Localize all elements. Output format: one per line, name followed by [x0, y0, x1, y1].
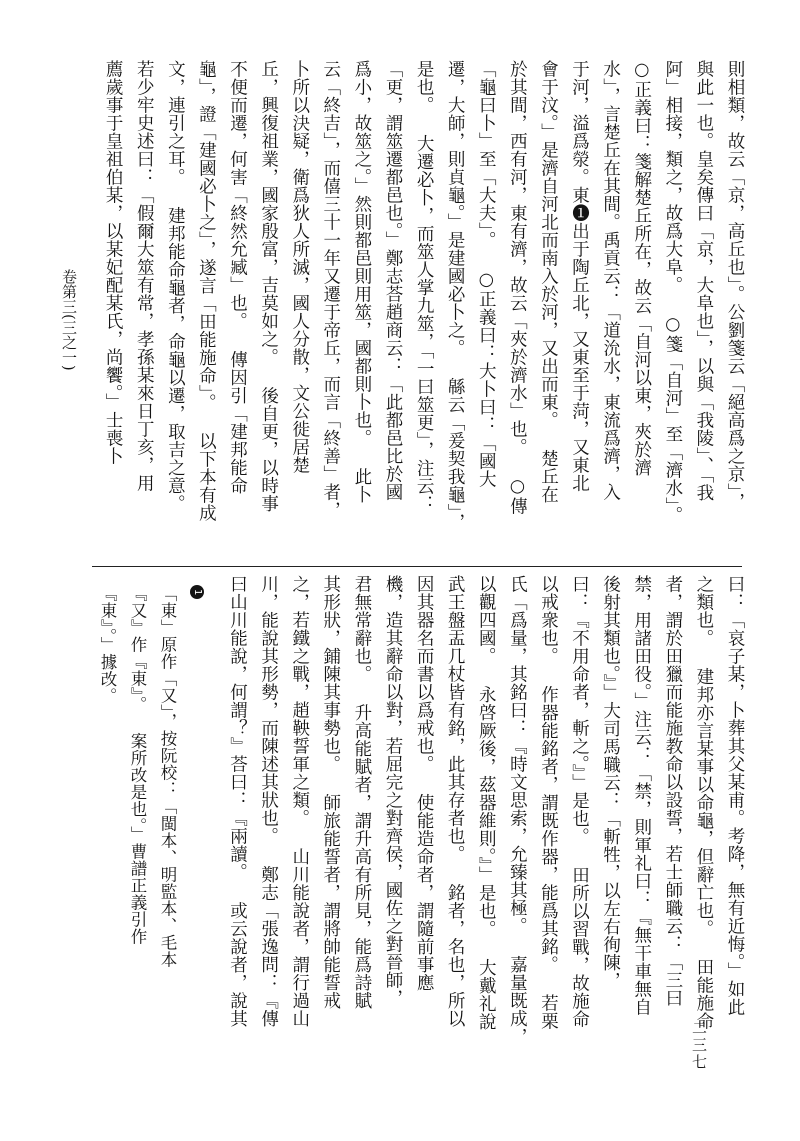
- footnote: [92, 585, 212, 1005]
- volume-label: 卷第三(三之一): [60, 269, 78, 371]
- text-column: 則相類，故云「京，高丘也」。公劉箋云「絕高爲之京」，: [725, 60, 745, 511]
- text-column: 與此一也。皇矣傳曰「京，大阜也」，以與「我陵」、「我: [693, 60, 714, 502]
- upper-text-columns: [90, 60, 750, 550]
- main-text-upper: [90, 60, 750, 550]
- text-column: 卜所以決疑，衛爲狄人所滅，國人分散，文公徙居楚: [289, 60, 310, 474]
- text-column: 武王盤盂几杖皆有銘，此其存者也。 銘者，名也，所以: [445, 575, 466, 1028]
- text-column: 云「終吉」，而僖三十一年又遷于帝丘，而言「終善」者，: [320, 60, 341, 520]
- footnote-marker-col: [182, 585, 212, 1005]
- page-number: [686, 1000, 712, 1090]
- text-column: 是也。 大遷必卜，而筮人掌九筮，「一曰筮更」，注云：: [414, 60, 435, 513]
- text-column: 以觀四國。 永啓厥後，茲器維則。』」是也。 大戴礼說: [476, 575, 497, 1031]
- text-column: 「龜曰卜」至「大夫」。 ○正義曰：大卜曰：「國大: [476, 60, 497, 489]
- footnote-line: 『東』。」據改。: [98, 585, 117, 705]
- text-column: 曰山川能說，何謂？』荅曰：『兩讀。 或云說者，說其: [227, 575, 248, 1028]
- text-column: 禁，用諸田役。」注云：「禁，則軍礼曰：『無干車無自: [631, 575, 652, 1017]
- text-column: 以戒衆也。 作器能銘者，謂既作器，能爲其銘。 若栗: [538, 575, 559, 1030]
- text-column: 後射其類也。』」大司馬職云：「斬牲，以左右徇陳，: [600, 575, 621, 990]
- text-column: 因其器名而書以爲戒也。 使能造命者，謂隨前事應: [414, 575, 435, 992]
- text-column: 丘，興復祖業，國家殷富，吉莫如之。 後自更，以時事: [258, 60, 279, 513]
- text-column: 於其間，西有河，東有濟，故云「夾於濟水」也。 ○傳: [507, 60, 528, 515]
- main-text-lower: [227, 575, 750, 1075]
- text-column: 氏「爲量，其銘曰：『時文思索，允臻其極。 嘉量既成，: [507, 575, 528, 1046]
- text-column: 文，連引之耳。 建邦能命龜者，命龜以遷，取吉之意。: [165, 60, 186, 513]
- footnote-marker: 1: [190, 585, 204, 599]
- text-column: 其形狀，鋪陳其事勢也。 師旅能誓者，謂將帥能誓戒: [320, 575, 341, 1010]
- text-column: 之，若鐵之戰，趙鞅誓軍之類。 山川能說者，謂行過山: [289, 575, 310, 1028]
- text-column: 若少牢史述曰：「假爾大筮有常，孝孫某來日丁亥，用: [134, 60, 155, 492]
- text-column: 曰：「哀子某，卜葬其父某甫。考降，無有近悔。」如此: [725, 575, 745, 1017]
- text-column: 機，造其辭命以對，若屈完之對齊侯，國佐之對晉師，: [382, 575, 403, 1007]
- text-column: 川，能說其形勢，而陳述其狀也。 鄭志「張逸問：『傳: [258, 575, 279, 1028]
- footnote-line: 「東」原作「又」，按阮校：「閩本、明監本、毛本: [158, 585, 177, 968]
- footnote-line: 『又』作『東』。 案所改是也。」曹譜正義引作: [128, 585, 147, 945]
- text-column: 不便而遷，何害「終然允臧」也。 傳因引「建邦能命: [227, 60, 248, 495]
- text-column: 「更，謂筮遷都邑也。」鄭志荅趙商云：「此都邑比於國: [382, 60, 403, 502]
- text-column: 之類也。 建邦亦言某事以命龜，但辭亡也。 田能施命: [693, 575, 714, 1030]
- lower-text-columns: [227, 575, 750, 1075]
- text-column: 遷，大師，則貞龜。」是建國必卜之。 緜云「爰契我龜」，: [445, 60, 466, 531]
- running-header: [56, 70, 82, 570]
- page-number-text: 二三七: [690, 1019, 708, 1071]
- footnote-columns: [92, 585, 212, 1005]
- text-column: 爲小，故筮之。」然則都邑則用筮，國都則卜也。 此卜: [351, 60, 372, 504]
- text-column: 龜」，證「建國必卜之」，遂言「田能施命」。 以下本有成: [196, 60, 217, 523]
- text-column: 君無常辭也。 升高能賦者，謂升高有所見，能爲詩賦: [351, 575, 372, 1010]
- text-column: 于河，溢爲滎。東❶出于陶丘北，又東至于菏，又東北: [569, 60, 590, 492]
- text-column: 會于汶。」是濟自河北而南入於河，又出而東。 楚丘在: [538, 60, 559, 504]
- text-column: 阿」相接，類之，故爲大阜。 ○箋「自河」至「濟水」。: [662, 60, 683, 525]
- text-column: ○正義曰：箋解楚丘所在，故云「自河以東，夾於濟: [631, 60, 652, 477]
- section-divider: [92, 566, 742, 567]
- text-column: 水」，言楚丘在其間。禹貢云：「道沇水，東流爲濟，入: [600, 60, 621, 502]
- text-column: 曰：『不用命者，斬之。』」是也。 田所以習戰，故施命: [569, 575, 590, 1028]
- text-column: 者，謂於田獵而能施教命以設誓，若士師職云：「三曰: [662, 575, 683, 1007]
- text-column: 薦歲事于皇祖伯某，以某妃配某氏，尚饗。」士喪卜: [103, 60, 124, 466]
